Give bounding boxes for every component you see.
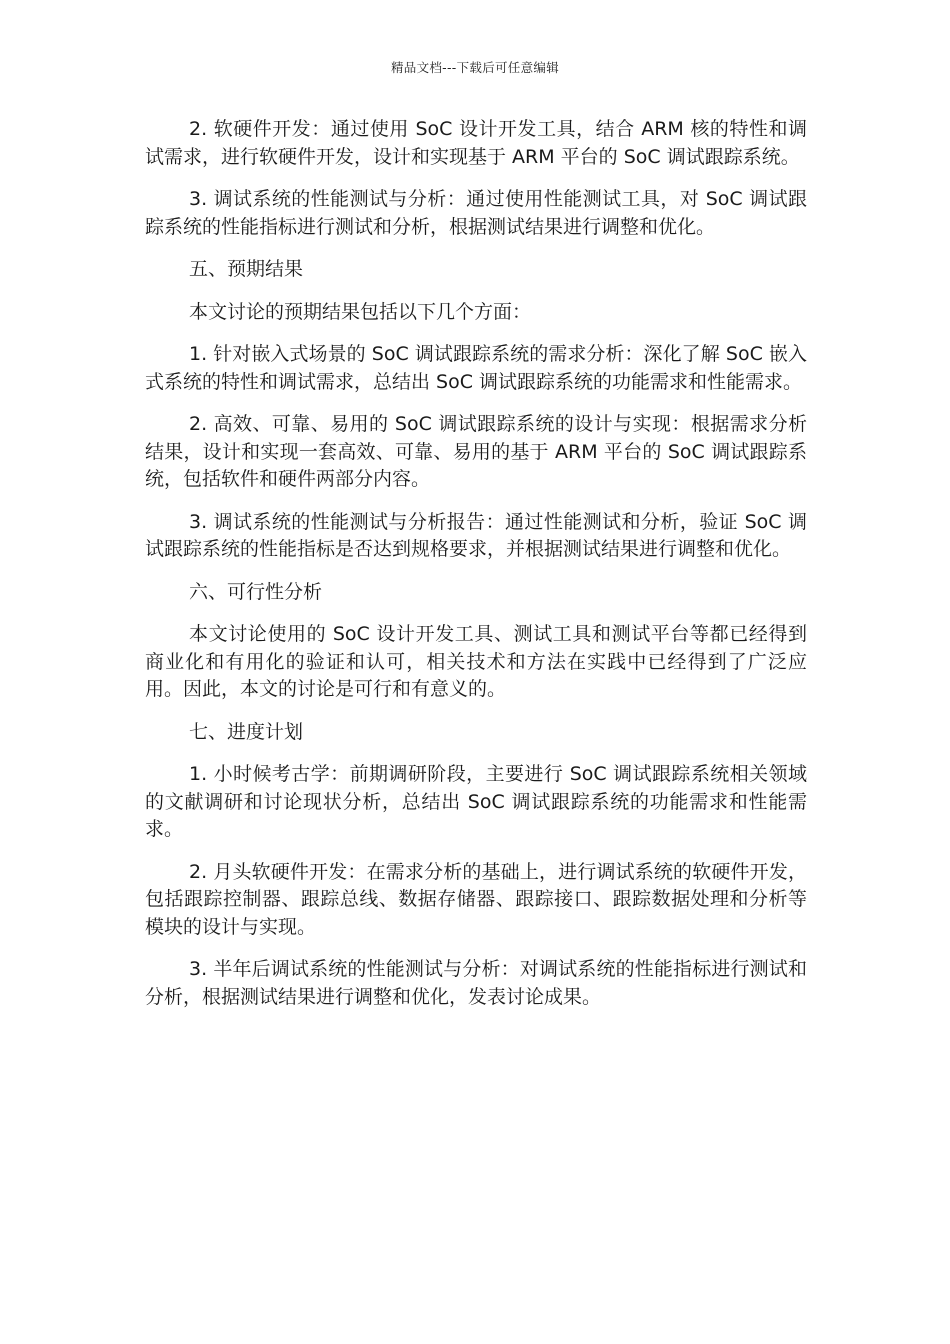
paragraph-expected-result-2: 2. 高效、可靠、易用的 SoC 调试跟踪系统的设计与实现：根据需求分析结果，设计和实现一套高效、可靠、易用的基于 ARM 平台的 SoC 调试跟踪系统，包括软件和硬件两部分内容。 <box>145 413 807 490</box>
paragraph-expected-results-intro: 本文讨论的预期结果包括以下几个方面： <box>189 300 532 323</box>
section-heading-expected-results: 五、预期结果 <box>189 258 304 280</box>
section-heading-feasibility: 六、可行性分析 <box>189 580 323 603</box>
paragraph-schedule-1: 1. 小时候考古学：前期调研阶段，主要进行 SoC 调试跟踪系统相关领域的文献调研和讨论现状分析，总结出 SoC 调试跟踪系统的功能需求和性能需求。 <box>145 763 807 840</box>
section-heading-schedule: 七、进度计划 <box>189 720 304 743</box>
paragraph-feasibility: 本文讨论使用的 SoC 设计开发工具、测试工具和测试平台等都已经得到商业化和有用化的验证和认可，相关技术和方法在实践中已经得到了广泛应用。因此，本文的讨论是可行和有意义的。 <box>145 623 807 700</box>
paragraph-expected-result-1: 1. 针对嵌入式场景的 SoC 调试跟踪系统的需求分析：深化了解 SoC 嵌入式系统的特性和调试需求，总结出 SoC 调试跟踪系统的功能需求和性能需求。 <box>145 343 807 393</box>
paragraph-performance-test: 3. 调试系统的性能测试与分析：通过使用性能测试工具，对 SoC 调试跟踪系统的性能指标进行测试和分析，根据测试结果进行调整和优化。 <box>145 188 807 238</box>
paragraph-expected-result-3: 3. 调试系统的性能测试与分析报告：通过性能测试和分析，验证 SoC 调试跟踪系统的性能指标是否达到规格要求，并根据测试结果进行调整和优化。 <box>145 510 807 560</box>
paragraph-schedule-2: 2. 月头软硬件开发：在需求分析的基础上，进行调试系统的软硬件开发，包括跟踪控制器、跟踪总线、数据存储器、跟踪接口、跟踪数据处理和分析等模块的设计与实现。 <box>145 860 807 938</box>
page-header: 精品文档---下载后可任意编辑 <box>390 60 560 75</box>
paragraph-software-hardware-dev: 2. 软硬件开发：通过使用 SoC 设计开发工具，结合 ARM 核的特性和调试需求，进行软硬件开发，设计和实现基于 ARM 平台的 SoC 调试跟踪系统。 <box>145 118 807 168</box>
document-body <box>145 116 807 1026</box>
paragraph-schedule-3: 3. 半年后调试系统的性能测试与分析：对调试系统的性能指标进行测试和分析，根据测试结果进行调整和优化，发表讨论成果。 <box>145 958 807 1008</box>
